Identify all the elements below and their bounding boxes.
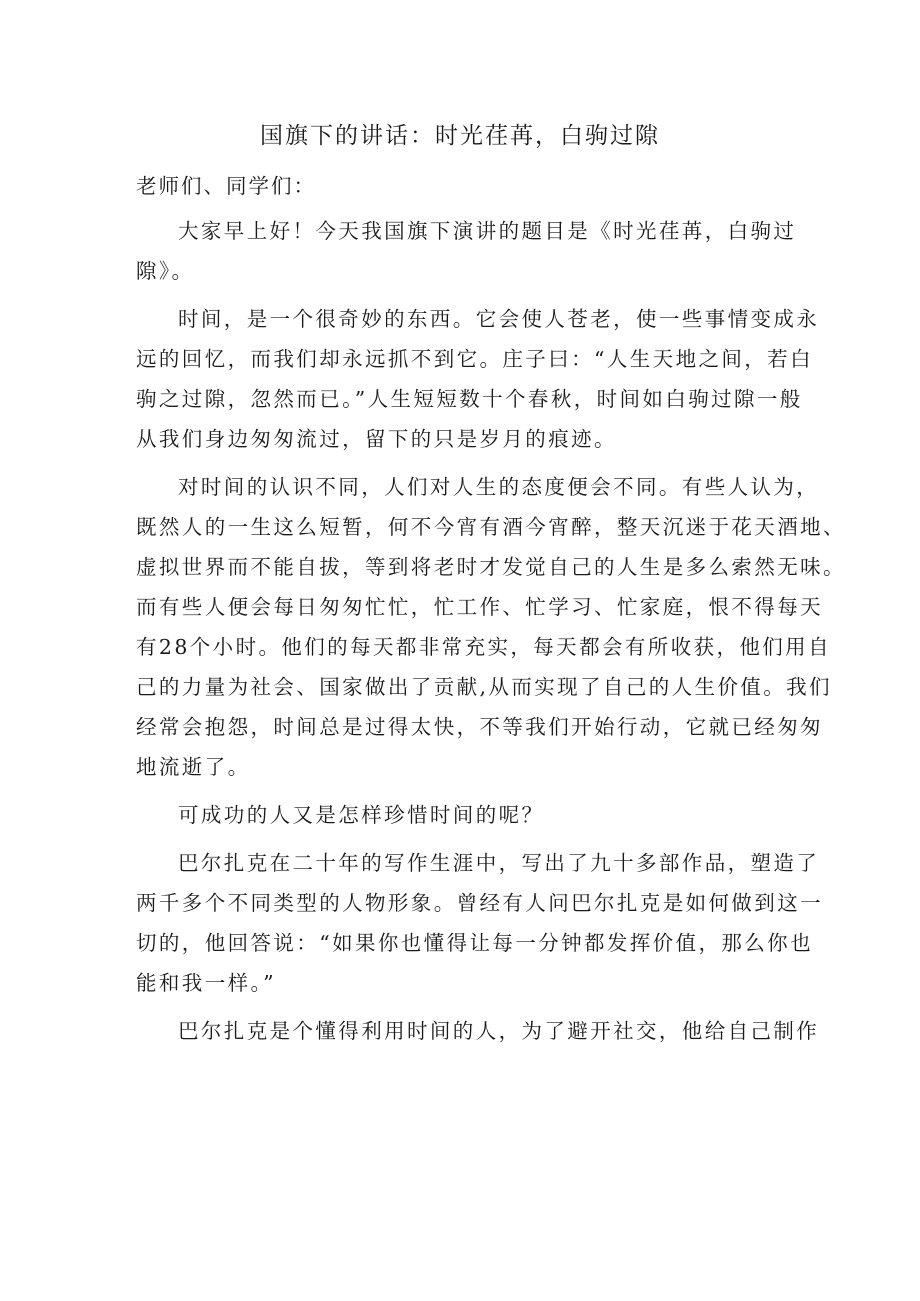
paragraph: [136, 843, 823, 1003]
document-body: [136, 211, 846, 1059]
paragraph: [136, 467, 846, 787]
text-line: 虚拟世界而不能自拔，等到将老时才发觉自己的人生是多么索然无味。: [136, 555, 846, 579]
text-line: 从我们身边匆匆流过，留下的只是岁月的痕迹。: [136, 427, 617, 451]
text-line: 大家早上好！今天我国旗下演讲的题目是《时光荏苒，白驹过: [178, 219, 797, 243]
text-line: 切的，他回答说：“如果你也懂得让每一分钟都发挥价值，那么你也: [136, 931, 813, 955]
salutation: 老师们、同学们：: [136, 174, 316, 198]
text-line: 可成功的人又是怎样珍惜时间的呢？: [178, 803, 545, 827]
paragraph: [136, 1011, 820, 1051]
text-line: 两千多个不同类型的人物形象。曾经有人问巴尔扎克是如何做到这一: [136, 891, 823, 915]
text-line: 巴尔扎克在二十年的写作生涯中，写出了九十多部作品，塑造了: [178, 851, 820, 875]
text-line: 而有些人便会每日匆匆忙忙，忙工作、忙学习、忙家庭，恨不得每天: [136, 595, 823, 619]
text-line: 经常会抱怨，时间总是过得太快，不等我们开始行动，它就已经匆匆: [136, 715, 823, 739]
paragraph: [136, 795, 796, 835]
text-line: 对时间的认识不同，人们对人生的态度便会不同。有些人认为，: [178, 475, 820, 499]
text-line: 己的力量为社会、国家做出了贡献,从而实现了自己的人生价值。我们: [136, 675, 832, 699]
document-title: 国旗下的讲话：时光荏苒，白驹过隙: [260, 123, 660, 149]
text-line: 驹之过隙，忽然而已。”人生短短数十个春秋，时间如白驹过隙一般: [136, 387, 803, 411]
text-line: 隙》。: [136, 259, 195, 283]
text-line: 地流逝了。: [136, 755, 251, 779]
text-line: 能和我一样。”: [136, 971, 277, 995]
text-line: 时间，是一个很奇妙的东西。它会使人苍老，使一些事情变成永: [178, 307, 820, 331]
paragraph: [136, 211, 796, 291]
paragraph: [136, 299, 820, 459]
text-line: 有28个小时。他们的每天都非常充实，每天都会有所收获，他们用自: [136, 635, 831, 659]
text-line: 巴尔扎克是个懂得利用时间的人，为了避开社交，他给自己制作: [178, 1019, 820, 1043]
text-line: 既然人的一生这么短暂，何不今宵有酒今宵醉，整天沉迷于花天酒地、: [136, 515, 846, 539]
text-line: 远的回忆，而我们却永远抓不到它。庄子曰：“人生天地之间，若白: [136, 347, 813, 371]
